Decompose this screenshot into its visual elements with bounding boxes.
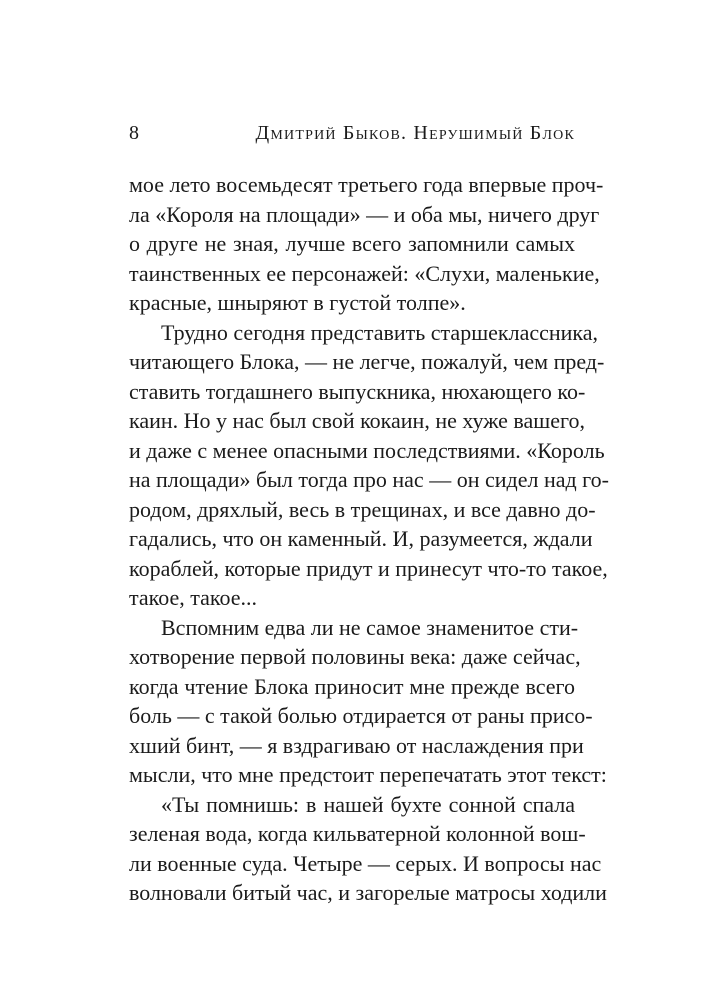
text-line: хший бинт, — я вздрагиваю от наслаждения при <box>129 732 584 758</box>
text-line: хотворение первой половины века: даже сейчас, <box>129 644 581 669</box>
paragraph-2 <box>129 318 609 613</box>
text-line: когда чтение Блока приносит мне прежде всего <box>129 673 575 699</box>
text-line: Вспомним едва ли не самое знаменитое сти- <box>161 614 579 640</box>
text-line: ла «Короля на площади» — и оба мы, ничего друг <box>129 201 600 227</box>
text-line: волновали битый час, и загорелые матросы ходили <box>129 880 607 905</box>
body-text <box>129 170 609 908</box>
running-title: Дмитрий Быков. Нерушимый Блок <box>255 122 575 144</box>
text-line: родом, дряхлый, весь в трещинах, и все давно до- <box>129 496 596 522</box>
text-line: зеленая вода, когда кильватерной колонной вош- <box>129 821 586 846</box>
text-line: Трудно сегодня представить старшеклассника, <box>161 319 599 345</box>
text-line: каин. Но у нас был свой кокаин, не хуже вашего, <box>129 408 585 433</box>
text-line: и даже с менее опасными последствиями. «Король <box>129 437 605 463</box>
text-line: красные, шныряют в густой толпе». <box>129 290 466 315</box>
text-line: боль — с такой болью отдирается от раны присо- <box>129 703 593 728</box>
text-line: «Ты помнишь: в нашей бухте сонной спала <box>161 791 575 817</box>
paragraph-4 <box>129 790 607 908</box>
paragraph-3 <box>129 613 607 790</box>
text-line: читающего Блока, — не легче, пожалуй, чем пред- <box>129 349 605 374</box>
text-line: таинственных ее персонажей: «Слухи, маленькие, <box>129 260 600 286</box>
text-line: о друге не зная, лучше всего запомнили самых <box>129 231 575 256</box>
text-line: такое, такое... <box>129 585 258 610</box>
text-line: кораблей, которые придут и принесут что-то такое, <box>129 555 608 581</box>
text-line: мое лето восемьдесят третьего года впервые проч- <box>129 172 604 197</box>
running-head <box>129 118 575 148</box>
paragraph-1 <box>129 170 604 318</box>
text-line: мысли, что мне предстоит перепечатать этот текст: <box>129 762 607 787</box>
text-line: ставить тогдашнего выпускника, нюхающего ко- <box>129 378 586 404</box>
page-number: 8 <box>129 122 141 144</box>
text-line: на площади» был тогда про нас — он сидел над го- <box>129 467 609 492</box>
text-line: гадались, что он каменный. И, разумеется, ждали <box>129 526 593 551</box>
text-line: ли военные суда. Четыре — серых. И вопросы нас <box>129 850 602 876</box>
